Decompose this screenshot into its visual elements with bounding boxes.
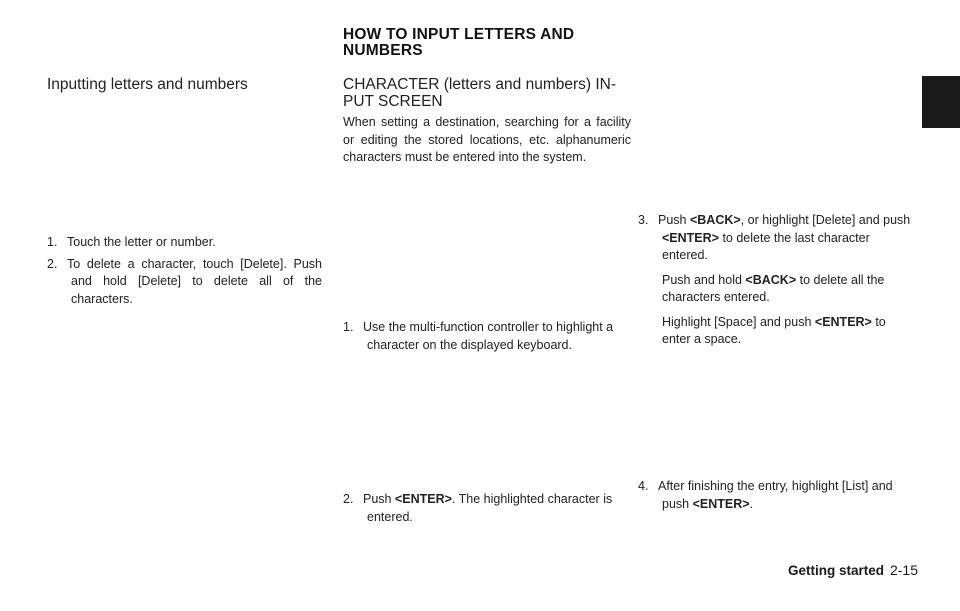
step-3-para-2 (638, 272, 916, 307)
middle-intro: When setting a destination, searching for a facility or editing the stored locations, etc. alphanumeric characters must be entered into the system. (343, 115, 631, 164)
right-step-3 (638, 212, 916, 349)
section-tab-marker (922, 76, 960, 128)
step-text: Use the multi-function controller to highlight a character on the displayed keyboard. (363, 320, 614, 352)
middle-step-1 (343, 319, 631, 354)
step-number: 2. (343, 492, 354, 506)
step-number: 3. (638, 213, 649, 227)
enter-key-label: <ENTER> (692, 496, 750, 511)
step-number: 1. (343, 320, 354, 334)
step-number: 2. (47, 256, 58, 271)
step-text: . (749, 496, 754, 511)
section-title (343, 27, 643, 59)
step-text: . The highlighted character is entered. (367, 492, 613, 524)
page-number: 2-15 (889, 562, 918, 578)
middle-step-2 (343, 491, 631, 526)
enter-key-label: <ENTER> (394, 492, 452, 506)
left-steps (47, 234, 322, 308)
enter-key-label: <ENTER> (662, 230, 719, 245)
step-text: Push (363, 492, 395, 506)
step-text: , or highlight [Delete] and push (740, 213, 911, 227)
middle-heading (343, 76, 633, 110)
back-key-label: <BACK> (745, 272, 797, 287)
step-text: to enter a space. (662, 314, 886, 346)
left-step-1 (47, 234, 322, 252)
right-step-4 (638, 478, 916, 513)
step-text: to delete all the characters entered. (662, 272, 885, 304)
footer-section-label: Getting started (787, 563, 884, 578)
section-title-line2: NUMBERS (343, 42, 423, 59)
step-text: Touch the letter or number. (67, 235, 216, 249)
enter-key-label: <ENTER> (814, 314, 872, 329)
left-step-2 (47, 256, 322, 309)
step-text: Push and hold (662, 272, 746, 287)
middle-heading-line1: CHARACTER (letters and numbers) IN- (343, 76, 617, 93)
step-text: to delete the last character entered. (662, 230, 870, 262)
step-3-para-3 (638, 314, 916, 349)
step-text: Highlight [Space] and push (662, 314, 815, 329)
step-text: To delete a character, touch [Delete]. Push and hold [Delete] to delete all of the characters. (67, 256, 322, 306)
step-3-para-1 (638, 212, 916, 265)
step-number: 1. (47, 235, 58, 249)
back-key-label: <BACK> (689, 213, 741, 227)
step-text: Push (658, 213, 690, 227)
middle-heading-line2: PUT SCREEN (343, 93, 443, 110)
left-heading: Inputting letters and numbers (47, 76, 248, 93)
step-number: 4. (638, 479, 649, 493)
page-footer (788, 562, 918, 578)
section-title-line1: HOW TO INPUT LETTERS AND (343, 26, 575, 43)
step-text: After finishing the entry, highlight [List] and push (658, 479, 893, 511)
